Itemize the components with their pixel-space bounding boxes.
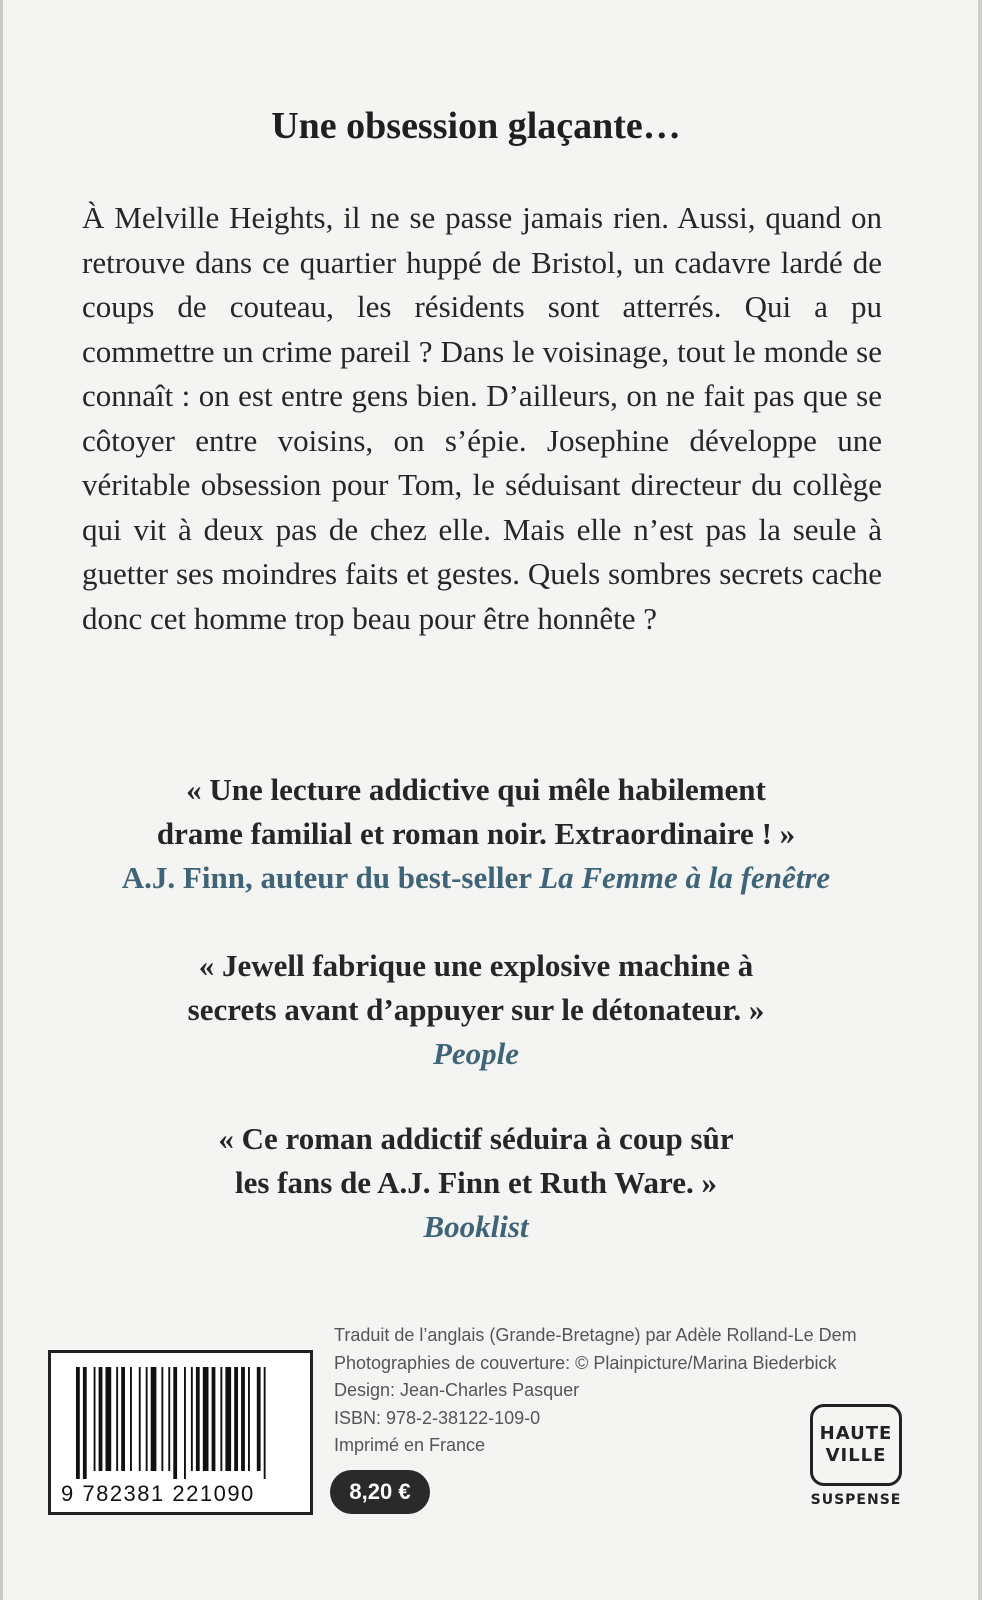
barcode-bar [225,1367,231,1471]
barcode-bar [257,1367,261,1471]
review-quote-2 [0,944,952,1076]
barcode-bar [99,1367,103,1471]
barcode-bar [191,1367,193,1471]
quote-line: secrets avant d’appuyer sur le détonateur. » [187,992,765,1027]
barcode-bar [83,1367,87,1479]
barcode-digits: 9 782381 221090 [61,1481,255,1506]
barcode-bar [241,1367,245,1471]
barcode-bar [106,1367,112,1471]
barcode-bar [234,1367,238,1471]
credit-photos: Photographies de couverture: © Plainpicture/Marina Biederbick [334,1352,837,1373]
logo-line-2: VILLE [825,1445,887,1466]
barcode-bar [196,1367,200,1471]
barcode-bar [264,1367,266,1479]
quote-source [0,1205,952,1249]
barcode-bar [151,1367,157,1471]
barcode-bar [161,1367,163,1471]
barcode-bar [76,1367,80,1479]
publisher-logo [810,1404,902,1486]
blurb-text: À Melville Heights, il ne se passe jamais rien. Aussi, quand on retrouve dans ce quartier huppé de Bristol, un cadavre lardé de coups de couteau, les résidents sont atterrés. Qui a pu commettre un crime pareil ? Dans le voisinage, tout le monde se connaît : on est entre gens bien. D’ailleurs, on ne fait pas que se côtoyer entre voisins, on s’épie. Josephine développe une véritable obsession pour Tom, le séduisant directeur du collège qui vit à deux pas de chez elle. Mais elle n’est pas la seule à guetter ses moindres faits et gestes. Quels sombres secrets cache donc cet homme trop beau pour être honnête ? [82,200,882,636]
barcode [48,1350,313,1515]
quote-source [0,856,952,900]
barcode-bar [121,1367,125,1471]
quote-line: « Jewell fabrique une explosive machine à [198,948,754,983]
credit-translator: Traduit de l’anglais (Grande-Bretagne) par Adèle Rolland-Le Dem [334,1325,857,1345]
barcode-bar [212,1367,216,1471]
quote-source [0,1032,952,1076]
quote-line: drame familial et roman noir. Extraordinaire ! » [156,816,796,851]
source-title: People [432,1036,520,1071]
source-title: La Femme à la fenêtre [539,860,831,895]
credit-isbn: ISBN: 978-2-38122-109-0 [334,1407,541,1428]
barcode-bar [168,1367,170,1471]
barcode-bar [139,1367,141,1471]
barcode-bar [130,1367,132,1471]
quote-line: « Ce roman addictif séduira à coup sûr [218,1121,734,1156]
barcode-bar [146,1367,148,1471]
barcode-bar [184,1367,186,1479]
barcode-bar [94,1367,96,1471]
barcode-bar [116,1367,118,1471]
quote-line: « Une lecture addictive qui mêle habilement [186,772,766,807]
source-title: Booklist [423,1209,529,1244]
logo-line-1: HAUTE [819,1423,893,1444]
credit-design: Design: Jean-Charles Pasquer [334,1380,580,1400]
quote-line: les fans de A.J. Finn et Ruth Ware. » [235,1165,717,1200]
headline: Une obsession glaçante… [271,105,681,147]
barcode-bar [173,1367,177,1479]
barcode-bars-icon [76,1367,291,1479]
credit-printed: Imprimé en France [334,1435,486,1455]
barcode-bar [220,1367,222,1471]
source-prefix: A.J. Finn, auteur du best-seller [121,860,540,895]
review-quote-1 [0,768,952,900]
logo-tagline: SUSPENSE [810,1492,902,1508]
barcode-bar [203,1367,209,1471]
review-quote-3 [0,1117,952,1249]
barcode-bar [248,1367,250,1471]
price-badge: 8,20 € [330,1470,430,1514]
